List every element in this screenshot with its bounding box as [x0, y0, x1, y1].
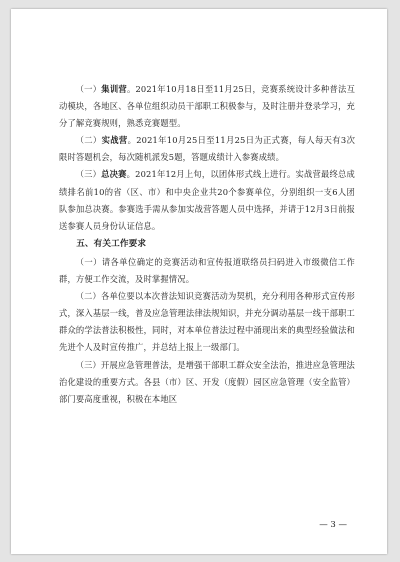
requirement-paragraph: （二）各单位要以本次普法知识竞赛活动为契机，充分利用各种形式宣传形式，深入基层一线，普及应急管理法律法规知识，并充分调动基层一线干部职工群众的学法普法积极性，同时，对本单位普法过程中涌现出来的典型经验做法和先进个人及时宣传推广，并总结上报上一级部门。 — [59, 291, 355, 353]
document-page — [11, 9, 387, 554]
paragraph-text: 。2021年10月25日至11月25日为正式赛，每人每天有3次限时答题机会，每次随机派发5题，答题成绩计入参赛成绩。 — [59, 135, 356, 163]
paragraph-text: 。2021年12月上旬，以团体形式线上进行。实战营最终总成绩排名前10的省（区、市）和中央企业共20个参赛单位，分别组织一支6人团队参加总决赛。参赛选手需从参加实战营答题人员中选择，并请于12月3日前报送参赛人员身份认证信息。 — [59, 169, 355, 231]
paragraph-label: 总决赛 — [101, 169, 127, 180]
paragraph-text: 。2021年10月18日至11月25日，竞赛系统设计多种普法互动模块，各地区、各单位组织动员干部职工积极参与，及时注册并登录学习，充分了解竞赛规则，熟悉竞赛题型。 — [59, 84, 356, 129]
paragraph-lead: （一） — [75, 84, 102, 94]
paragraph-combat-camp — [59, 132, 355, 166]
paragraph-label: 集训营 — [101, 84, 127, 94]
requirement-paragraph: （三）开展应急管理普法，是增强干部职工群众安全法治，推进应急管理法治化建设的重要方式。各县（市）区、开发（度假）园区应急管理（安全监管）部门要高度重视，积极在本地区 — [59, 359, 355, 404]
paragraph-lead: （三） — [75, 169, 102, 180]
paragraph-finals — [59, 166, 355, 234]
paragraph-training-camp — [59, 81, 355, 132]
paragraph-label: 实战营 — [101, 135, 128, 146]
document-body — [59, 81, 355, 408]
requirement-paragraph: （一）请各单位确定的竞赛活动和宣传报道联络员扫码进入市级微信工作群，方便工作交流，及时掌握情况。 — [59, 256, 355, 285]
section-heading: 五、有关工作要求 — [76, 238, 147, 249]
page-number: — 3 — — [319, 520, 347, 530]
paragraph-lead: （二） — [75, 135, 102, 146]
